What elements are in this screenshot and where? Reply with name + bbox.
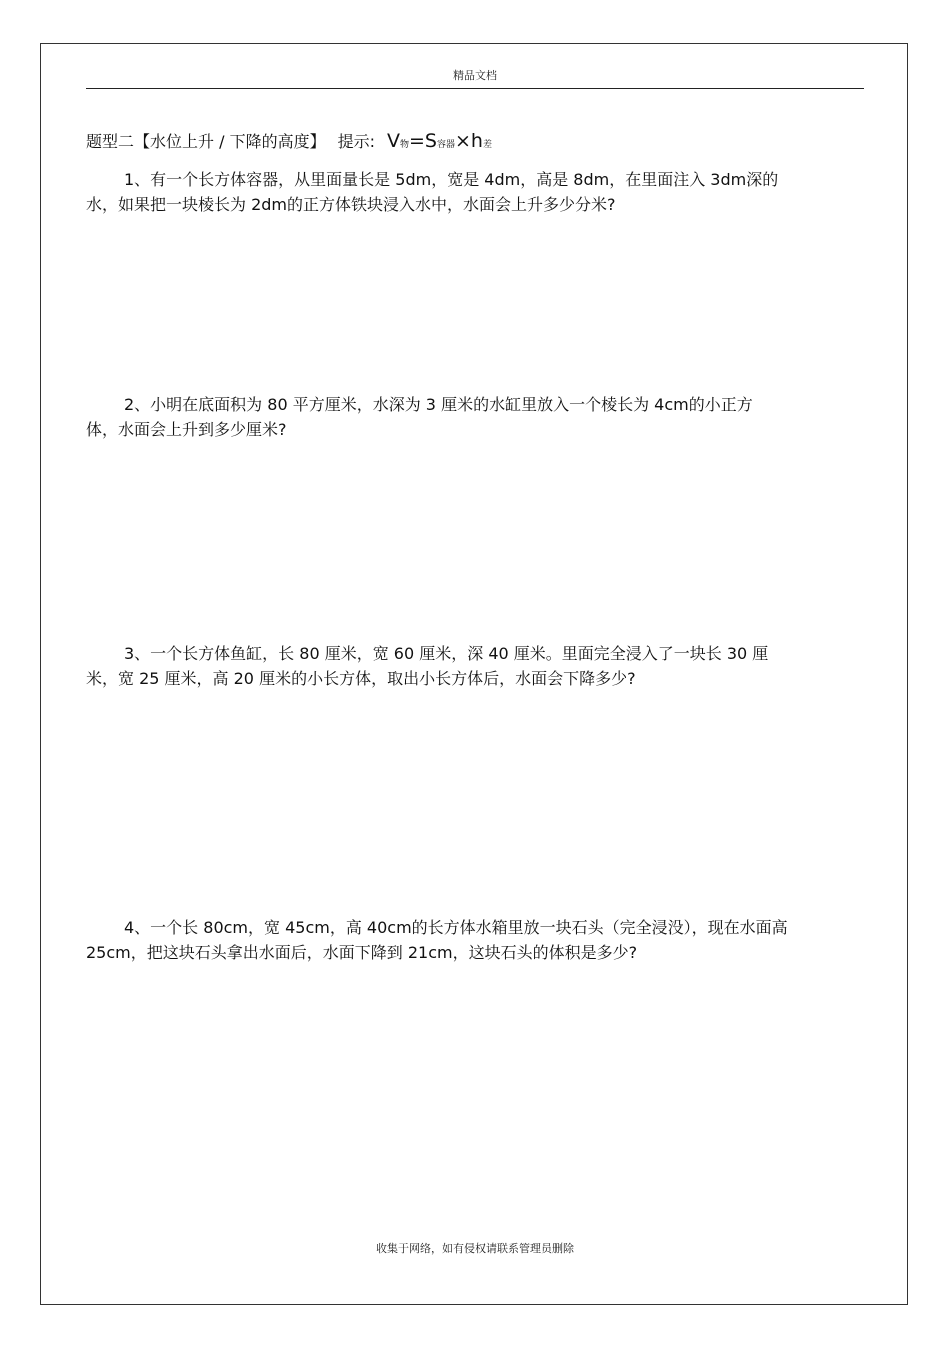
formula-equals-s: =S bbox=[409, 130, 437, 152]
hint-label: 提示: bbox=[337, 132, 375, 151]
problem-4 bbox=[86, 915, 862, 965]
formula-v: V bbox=[386, 130, 400, 152]
problem-4-line-2: 25cm，把这块石头拿出水面后，水面下降到 21cm，这块石头的体积是多少? bbox=[86, 943, 638, 962]
page-footer: 收集于网络，如有侵权请联系管理员删除 bbox=[376, 1242, 574, 1255]
page-header: 精品文档 bbox=[453, 69, 497, 82]
formula-v-subscript: 物 bbox=[399, 140, 409, 150]
section-title: 题型二【水位上升 / 下降的高度】 bbox=[86, 132, 326, 151]
formula-volume bbox=[387, 130, 492, 152]
problem-1-line-2: 水，如果把一块棱长为 2dm的正方体铁块浸入水中，水面会上升多少分米? bbox=[86, 195, 616, 214]
formula-h-subscript: 差 bbox=[482, 140, 492, 150]
header-divider bbox=[86, 88, 864, 89]
problem-1 bbox=[86, 167, 862, 217]
section-heading bbox=[86, 128, 492, 158]
problem-3-line-1: 3、一个长方体鱼缸，长 80 厘米，宽 60 厘米，深 40 厘米。里面完全浸入了一块长 30 厘 bbox=[124, 644, 769, 663]
problem-2-line-2: 体，水面会上升到多少厘米? bbox=[86, 420, 287, 439]
problem-4-line-1: 4、一个长 80cm，宽 45cm，高 40cm的长方体水箱里放一块石头（完全浸没），现在水面高 bbox=[124, 918, 788, 937]
formula-s-subscript: 容器 bbox=[436, 140, 455, 150]
problem-2-line-1: 2、小明在底面积为 80 平方厘米，水深为 3 厘米的水缸里放入一个棱长为 4cm的小正方 bbox=[124, 395, 753, 414]
problem-2 bbox=[86, 392, 862, 442]
formula-times-h: ×h bbox=[455, 130, 483, 152]
problem-1-line-1: 1、有一个长方体容器，从里面量长是 5dm，宽是 4dm，高是 8dm，在里面注入 3dm深的 bbox=[124, 170, 779, 189]
problem-3-line-2: 米，宽 25 厘米，高 20 厘米的小长方体，取出小长方体后，水面会下降多少? bbox=[86, 669, 636, 688]
problem-3 bbox=[86, 641, 862, 691]
